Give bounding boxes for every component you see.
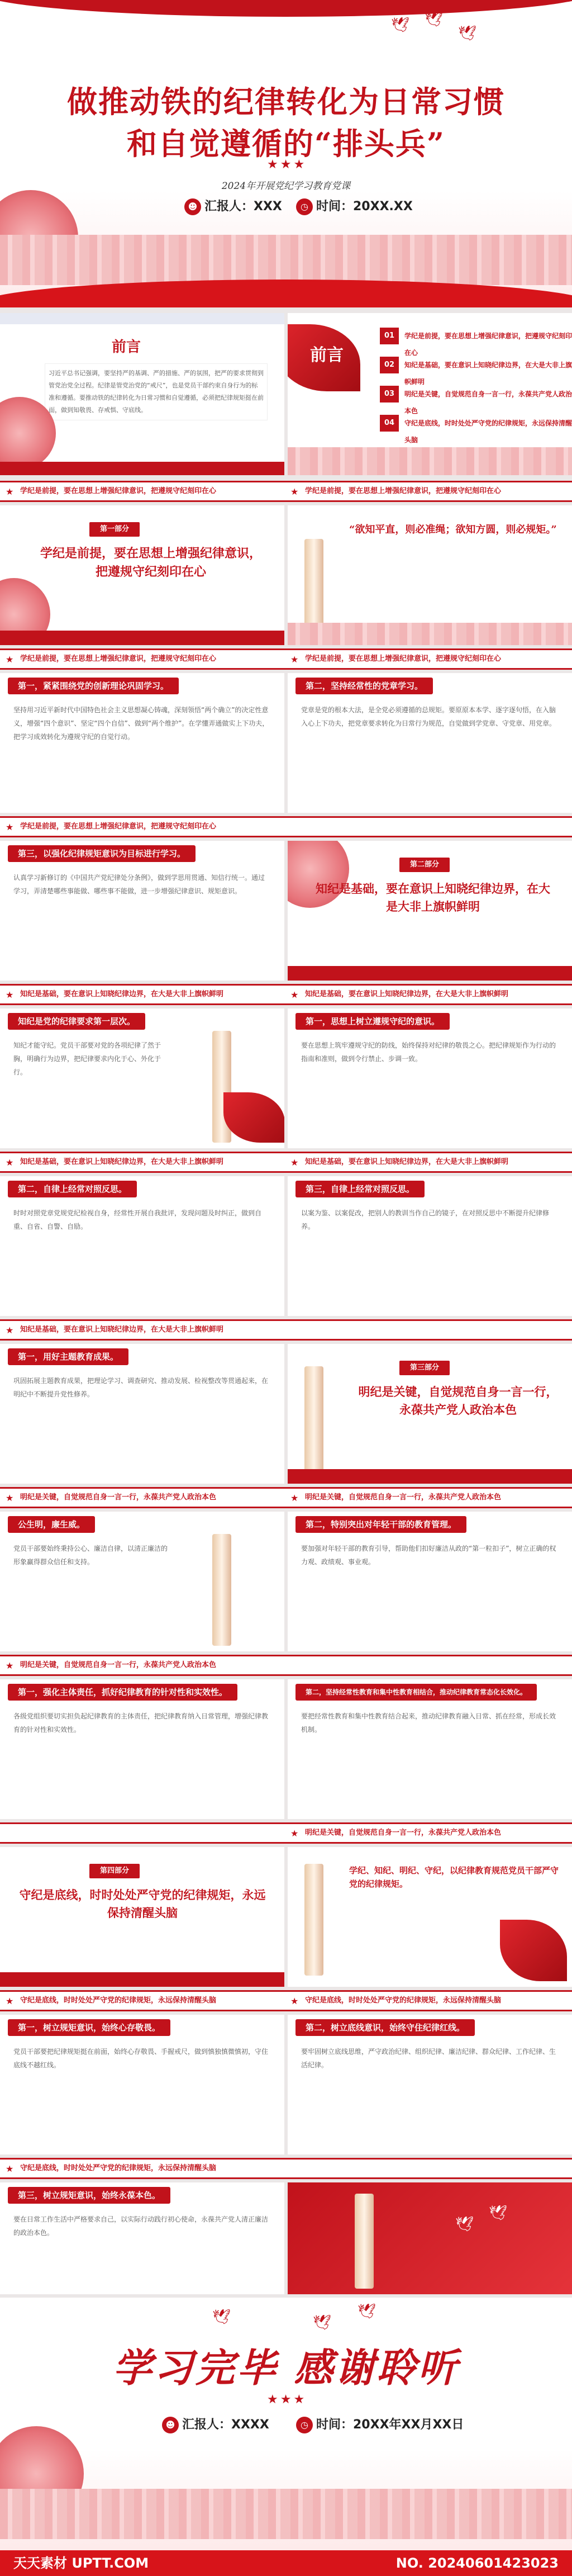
section-strip: ★ 知纪是基础，要在意识上知晓纪律边界，在大是大非上旗帜鲜明 [0,1319,572,1341]
closing-slide [0,2298,572,2550]
slide-text: 要加强对年轻干部的教育引导，帮助他们扣好廉洁从政的“第一粒扣子”，树立正确的权力观、政绩观、事业观。 [301,1545,556,1566]
slide-heading: 第二，坚持经常性教育和集中性教育相结合，推动纪律教育常态化长效化。 [295,1684,537,1701]
slide-heading: 第一，思想上树立遵规守纪的意识。 [295,1013,450,1030]
dove-icon: 🕊 [391,17,410,34]
section-strip: ★ 学纪是前提，要在思想上增强纪律意识，把遵规守纪刻印在心 ★ 学纪是前提，要在思想上增强纪律意识，把遵规守纪刻印在心 [0,648,572,670]
dove-icon: 🕊 [489,2205,508,2222]
dove-icon: 🕊 [455,2216,474,2233]
dove-icon: 🕊 [358,2303,376,2320]
presenter: ☻ 汇报人：XXX [184,197,282,215]
star-icon: ★ [6,654,14,665]
star-icon: ★ [6,1996,14,2006]
slide-heading: 第一，紧紧围绕党的创新理论巩固学习。 [8,678,179,694]
section-strip: ★ 学纪是前提，要在思想上增强纪律意识，把遵规守纪刻印在心 [0,816,572,837]
star-icon: ★ [6,1493,14,1503]
city-skyline-image [0,2489,572,2539]
clock-icon: ◷ [296,198,313,215]
footer-bar [288,1469,572,1484]
star-icon: ★ [290,1996,299,2006]
section-strip: ★ 守纪是底线，时时处处严守党的纪律规矩，永远保持清醒头脑 ★ 守纪是底线，时时处处严守党的纪律规矩，永远保持清醒头脑 [0,1990,572,2011]
star-decoration: ★★★ [267,2393,307,2407]
section-strip: ★ 知纪是基础，要在意识上知晓纪律边界，在大是大非上旗帜鲜明 ★ 知纪是基础，要在意识上知晓纪律边界，在大是大非上旗帜鲜明 [0,1152,572,1173]
content-slide [0,1344,284,1484]
slide-heading: 第二，自律上经常对照反思。 [8,1181,137,1197]
toc-item-4[interactable]: 04 守纪是底线，时时处处严守党的纪律规矩，永远保持清醒头脑 [380,415,572,432]
preface-slide [0,313,284,475]
content-slide [0,1008,284,1148]
date: ◷ 时间：20XX.XX [296,197,413,215]
content-slide [288,1847,572,1987]
star-icon: ★ [290,1828,299,1839]
decorative-slide [288,2182,572,2294]
date: ◷ 时间：20XX年XX月XX日 [296,2415,464,2433]
star-decoration: ★★★ [267,158,307,172]
quote-slide [288,505,572,645]
slide-heading: 公生明，廉生威。 [8,1516,95,1533]
watermark-site: 天天素材 UPTT.COM [13,2555,149,2571]
content-slide [288,2015,572,2154]
content-slide [288,1176,572,1316]
content-slide [0,1176,284,1316]
dove-icon: 🕊 [425,11,444,28]
star-icon: ★ [6,1157,14,1168]
star-icon: ★ [6,486,14,497]
star-icon: ★ [290,654,299,665]
cover-slide [0,0,572,307]
part3-slide [288,1344,572,1484]
slide-text: 坚持用习近平新时代中国特色社会主义思想凝心铸魂，深刻领悟“两个确立”的决定性意义，增强“四个意识”、坚定“四个自信”、做到“两个维护”。在学懂弄通做实上下功夫，把学习成效转化为遵规守纪的自觉行动。 [13,706,269,741]
section-strip: ★ 明纪是关键，自觉规范自身一言一行，永葆共产党人政治本色 [0,1822,572,1844]
slide-text: 各级党组织要切实担负起纪律教育的主体责任，把纪律教育纳入日常管理，增强纪律教育的针对性和实效性。 [13,1712,269,1734]
part-tag: 第一部分 [89,522,140,537]
watermark-number: NO. 20240601423023 [395,2555,559,2571]
huabiao-pillar-image [304,539,323,628]
slide-heading: 学纪、知纪、明纪、守纪，以纪律教育规范党员干部严守党的纪律规矩。 [349,1865,559,1889]
part4-slide [0,1847,284,1987]
huabiao-pillar-image [304,1864,323,1976]
toc-slide [288,313,572,475]
footer-bar [0,1972,284,1987]
content-slide [0,2015,284,2154]
red-flag-image [223,1092,284,1143]
content-slide [288,1008,572,1148]
star-icon: ★ [6,1660,14,1671]
slide-heading: 第三，自律上经常对照反思。 [295,1181,425,1197]
part1-slide [0,505,284,645]
toc-heading: 前言 [310,345,344,365]
slide-text: 要把经常性教育和集中性教育结合起来，推动纪律教育融入日常、抓在经常，形成长效机制。 [301,1712,556,1734]
preface-heading: 前言 [112,339,141,356]
slide-text: 党章是党的根本大法，是全党必须遵循的总规矩。要原原本本学、逐字逐句悟，在入脑入心上下功夫，把党章要求转化为日常行为规范，自觉做到学党章、守党章、用党章。 [301,706,556,727]
slide-text: 要在思想上筑牢遵规守纪的防线，始终保持对纪律的敬畏之心。把纪律规矩作为行动的指南和准则，做到令行禁止、步调一致。 [301,1041,556,1063]
sky-bar [0,313,284,324]
star-icon: ★ [290,1157,299,1168]
content-slide [0,1679,284,1819]
slide-text: 认真学习新修订的《中国共产党纪律处分条例》，做到学思用贯通、知信行统一。通过学习，弄清楚哪些事能做、哪些事不能做，进一步增强纪律意识、规矩意识。 [13,874,265,895]
slide-heading: 第二，树立底线意识，始终守住纪律红线。 [295,2019,475,2036]
slide-text: 知纪才能守纪。党员干部要对党的各项纪律了然于胸，明确行为边界，把纪律要求内化于心、外化于行。 [13,1041,161,1076]
toc-item-3[interactable]: 03 明纪是关键，自觉规范自身一言一行，永葆共产党人政治本色 [380,386,572,402]
star-icon: ★ [290,486,299,497]
part-tag: 第四部分 [89,1864,140,1878]
section-strip: ★ 明纪是关键，自觉规范自身一言一行，永葆共产党人政治本色 [0,1655,572,1676]
content-slide [288,1512,572,1651]
slide-heading: 第一，树立规矩意识，始终心存敬畏。 [8,2019,170,2036]
slide-heading: 第三，树立规矩意识，始终永葆本色。 [8,2187,170,2204]
part2-slide [288,841,572,981]
slide-text: 巩固拓展主题教育成果，把理论学习、调查研究、推动发展、检视整改等贯通起来，在明纪中不断提升党性修养。 [13,1377,269,1398]
slide-text: 党员干部要把纪律规矩挺在前面，始终心存敬畏、手握戒尺，做到慎独慎微慎初，守住底线不越红线。 [13,2048,269,2069]
section-strip: ★ 知纪是基础，要在意识上知晓纪律边界，在大是大非上旗帜鲜明 ★ 知纪是基础，要在意识上知晓纪律边界，在大是大非上旗帜鲜明 [0,984,572,1005]
slide-heading: 第三，以强化纪律规矩意识为目标进行学习。 [8,845,196,862]
city-skyline-image [288,447,572,475]
footer-bar [0,462,284,475]
slide-text: 要在日常工作生活中严格要求自己，以实际行动践行初心使命，永葆共产党人清正廉洁的政治本色。 [13,2215,269,2237]
content-slide [0,1512,284,1651]
footer-bar [0,631,284,645]
section-strip: ★ 守纪是底线，时时处处严守党的纪律规矩，永远保持清醒头脑 [0,2158,572,2179]
slide-heading: 第一，用好主题教育成果。 [8,1348,128,1365]
huabiao-pillar-image [304,1366,323,1472]
toc-item-1[interactable]: 01 学纪是前提，要在思想上增强纪律意识，把遵规守纪刻印在心 [380,328,572,344]
top-red-wave [0,0,572,17]
part-title: 学纪是前提，要在思想上增强纪律意识，把遵规守纪刻印在心 [40,546,261,579]
city-skyline-image [0,235,572,285]
preface-text: 习近平总书记强调，要坚持严的基调、严的措施、严的氛围，把严的要求贯彻到管党治党全过程。纪律是管党治党的“戒尺”，也是党员干部约束自身行为的标准和遵循。要推动铁的纪律转化为日常习惯和自觉遵循，必须把纪律规矩挺在前面，做到知敬畏、存戒惧、守底线。 [45,363,268,420]
slide-heading: 第二，坚持经常性的党章学习。 [295,678,433,694]
dove-icon: 🕊 [212,2309,231,2326]
content-slide [0,2182,284,2294]
star-icon: ★ [290,1493,299,1503]
slide-text: 以案为鉴、以案促改，把别人的教训当作自己的镜子，在对照反思中不断提升纪律修养。 [301,1209,550,1230]
content-slide [0,841,284,981]
slide-heading: 第二，特别突出对年轻干部的教育管理。 [295,1516,466,1533]
star-icon: ★ [6,989,14,1000]
slide-text: 时时对照党章党规党纪检视自身，经常性开展自我批评，发现问题及时纠正，做到自重、自省、自警、自励。 [13,1209,262,1230]
clock-icon: ◷ [296,2417,313,2433]
dove-icon: 🕊 [458,25,477,42]
quote-text: “欲知平直，则必准绳；欲知方圆，则必规矩。” [349,524,557,536]
part-tag: 第二部分 [399,858,450,872]
cover-title-line2: 和自觉遵循的“排头兵” [126,126,446,162]
section-strip: ★ 明纪是关键，自觉规范自身一言一行，永葆共产党人政治本色 ★ 明纪是关键，自觉规范自身一言一行，永葆共产党人政治本色 [0,1487,572,1508]
slide-text: 要牢固树立底线思维，严守政治纪律、组织纪律、廉洁纪律、群众纪律、工作纪律、生活纪律。 [301,2048,556,2069]
cover-title-line1: 做推动铁的纪律转化为日常习惯 [67,84,505,120]
part-tag: 第三部分 [399,1361,450,1375]
user-icon: ☻ [162,2417,179,2433]
huabiao-pillar-image [212,1534,231,1646]
content-slide [0,673,284,813]
part-title: 知纪是基础，要在意识上知晓纪律边界，在大是大非上旗帜鲜明 [316,882,550,913]
slide-heading: 知纪是党的纪律要求第一层次。 [8,1013,145,1030]
star-icon: ★ [6,1325,14,1336]
toc-item-2[interactable]: 02 知纪是基础，要在意识上知晓纪律边界，在大是大非上旗帜鲜明 [380,357,572,373]
footer-bar [288,966,572,981]
slide-text: 党员干部要始终秉持公心、廉洁自律，以清正廉洁的形象赢得群众信任和支持。 [13,1545,168,1566]
user-icon: ☻ [184,198,201,215]
city-skyline-image [288,623,572,645]
dove-icon: 🕊 [313,2314,332,2331]
watermark-bar [0,2550,572,2576]
red-flag-image [500,1920,567,1981]
section-strip: ★ 学纪是前提，要在思想上增强纪律意识，把遵规守纪刻印在心 ★ 学纪是前提，要在思想上增强纪律意识，把遵规守纪刻印在心 [0,481,572,502]
part-title: 明纪是关键，自觉规范自身一言一行，永葆共产党人政治本色 [358,1385,558,1417]
star-icon: ★ [6,822,14,832]
presenter: ☻ 汇报人：XXXX [162,2415,269,2433]
slide-heading: 第一，强化主体责任，抓好纪律教育的针对性和实效性。 [8,1684,237,1701]
part-title: 守纪是底线，时时处处严守党的纪律规矩，永远保持清醒头脑 [19,1888,266,1920]
content-slide [288,1679,572,1819]
star-icon: ★ [6,2163,14,2174]
star-icon: ★ [290,989,299,1000]
thanks-title: 学习完毕 感谢聆听 [112,2345,460,2391]
cover-subtitle: 2024年开展党纪学习教育党课 [221,181,351,192]
content-slide [288,673,572,813]
huabiao-pillar-image [355,2194,374,2289]
